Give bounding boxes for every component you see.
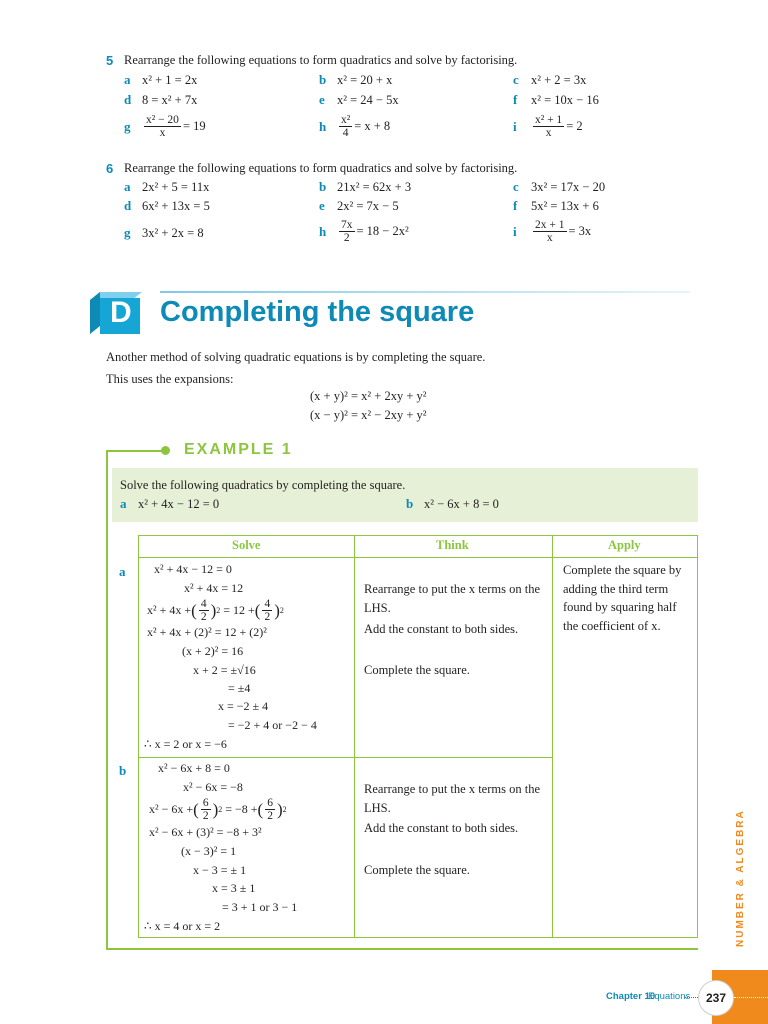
- solve-step: (x − 3)² = 1: [181, 844, 237, 858]
- exponent: 2: [216, 606, 221, 615]
- item-label: h: [319, 118, 327, 134]
- right-paren: ): [276, 799, 283, 819]
- solve-step: x² − 6x + (3)² = −8 + 3²: [149, 825, 262, 839]
- item-label: e: [319, 92, 325, 107]
- grid-line: [138, 535, 139, 938]
- expansion-identity: (x + y)² = x² + 2xy + y²: [310, 389, 427, 403]
- solve-step: ∴ x = 2 or x = −6: [144, 737, 227, 751]
- grid-line: [552, 535, 553, 938]
- footer-chapter: Chapter 10: [606, 991, 656, 1002]
- grid-line: [138, 757, 552, 758]
- fraction: [144, 114, 181, 139]
- section-rule: [160, 291, 690, 293]
- step-part: = −8 +: [225, 802, 258, 816]
- question-item: [513, 198, 599, 214]
- step-part: x² + 4x +: [147, 603, 192, 617]
- item-label: i: [513, 223, 517, 239]
- solve-step: x² − 6x + 8 = 0: [158, 761, 230, 775]
- part-label: b: [406, 496, 414, 511]
- exponent: 2: [279, 606, 284, 615]
- right-paren: ): [210, 600, 217, 620]
- think-step: Rearrange to put the x terms on the LHS.: [364, 782, 540, 815]
- grid-line: [354, 535, 355, 938]
- solve-step: [147, 598, 284, 623]
- column-header-think: Think: [436, 538, 469, 552]
- strand-label: NUMBER & ALGEBRA: [735, 809, 746, 947]
- think-step: Add the constant to both sides.: [364, 821, 519, 835]
- example-part: [120, 496, 219, 512]
- section-title: Completing the square: [160, 296, 475, 328]
- item-equation: x² = 20 + x: [337, 72, 393, 87]
- numerator: x² − 20: [146, 114, 179, 126]
- item-equation: x² + 2 = 3x: [531, 72, 587, 87]
- item-equation: x² = 10x − 16: [531, 92, 599, 107]
- denominator: x: [545, 127, 552, 139]
- fraction: [262, 598, 272, 623]
- fraction: [533, 219, 567, 244]
- denominator: 2: [267, 810, 273, 822]
- left-paren: (: [193, 799, 199, 819]
- step-part: x² − 6x +: [149, 802, 194, 816]
- question-item: [319, 72, 392, 88]
- item-label: f: [513, 92, 518, 107]
- item-rhs: = 2: [566, 119, 583, 133]
- numerator: 4: [200, 598, 207, 610]
- fraction: [201, 797, 211, 822]
- intro-paragraph: This uses the expansions:: [106, 372, 234, 386]
- solve-step: x − 3 = ± 1: [193, 863, 247, 877]
- question-item: [124, 92, 197, 108]
- solve-step: x + 2 = ±√16: [193, 663, 256, 677]
- item-equation: 21x² = 62x + 3: [337, 179, 412, 194]
- grid-line: [138, 937, 698, 938]
- numerator: 6: [267, 797, 273, 809]
- item-equation: x² + 1 = 2x: [142, 72, 198, 87]
- question-item: [513, 72, 586, 88]
- numerator: 7x: [341, 219, 353, 231]
- item-label: b: [319, 72, 327, 87]
- item-label: i: [513, 118, 517, 134]
- grid-line: [138, 535, 698, 536]
- part-label: a: [120, 496, 127, 511]
- item-label: g: [124, 225, 131, 240]
- question-item: [124, 179, 209, 195]
- denominator: x: [546, 232, 553, 244]
- example-frame-left: [106, 450, 108, 950]
- part-label: b: [119, 763, 127, 778]
- fraction: [339, 219, 355, 244]
- item-label: g: [124, 118, 131, 134]
- expansion-identity: (x − y)² = x² − 2xy + y²: [310, 408, 427, 422]
- page-number: 237: [705, 991, 727, 1005]
- example-title: EXAMPLE 1: [184, 441, 293, 458]
- question-item: [513, 179, 605, 195]
- solve-step: = −2 + 4 or −2 − 4: [228, 718, 317, 732]
- solve-step: x² − 6x = −8: [183, 780, 243, 794]
- question-item: [124, 225, 204, 241]
- think-step: Complete the square.: [364, 663, 470, 677]
- item-label: a: [124, 179, 131, 194]
- item-label: f: [513, 198, 518, 213]
- item-equation: 2x² + 5 = 11x: [142, 179, 210, 194]
- solve-step: x² + 4x = 12: [184, 581, 244, 595]
- question-instruction: Rearrange the following equations to form quadratics and solve by factorising.: [124, 53, 518, 67]
- item-label: d: [124, 92, 132, 107]
- question-item: [513, 114, 583, 139]
- question-item: [319, 179, 411, 195]
- item-label: e: [319, 198, 325, 213]
- item-label: a: [124, 72, 131, 87]
- think-step: Complete the square.: [364, 863, 470, 877]
- fraction: [533, 114, 564, 139]
- item-rhs: = x + 8: [354, 119, 391, 133]
- denominator: 2: [343, 232, 350, 244]
- denominator: 2: [202, 810, 209, 822]
- part-label: a: [119, 564, 126, 579]
- column-header-solve: Solve: [232, 538, 261, 552]
- fraction: [265, 797, 275, 822]
- fraction: [199, 598, 209, 623]
- question-item: [319, 114, 390, 139]
- solve-step: x² + 4x + (2)² = 12 + (2)²: [147, 625, 267, 639]
- exponent: 2: [218, 805, 223, 814]
- left-paren: (: [257, 799, 264, 819]
- solve-step: x = 3 ± 1: [212, 881, 256, 895]
- question-item: [513, 92, 599, 108]
- item-label: h: [319, 223, 327, 239]
- denominator: 4: [342, 127, 349, 139]
- item-equation: 3x² + 2x = 8: [142, 225, 204, 240]
- question-instruction: Rearrange the following equations to form quadratics and solve by factorising.: [124, 161, 518, 175]
- think-step: Rearrange to put the x terms on the LHS.: [364, 582, 540, 615]
- column-header-apply: Apply: [608, 538, 641, 552]
- intro-paragraph: Another method of solving quadratic equations is by completing the square.: [106, 350, 486, 364]
- item-label: c: [513, 179, 519, 194]
- example-frame-bottom: [106, 948, 698, 950]
- item-label: c: [513, 72, 519, 87]
- right-paren: ): [274, 600, 280, 620]
- item-equation: 5x² = 13x + 6: [531, 198, 599, 213]
- bullet-icon: [161, 446, 170, 455]
- solve-step: [149, 797, 287, 822]
- question-item: [124, 114, 206, 139]
- example-prompt: Solve the following quadratics by completing the square.: [120, 478, 406, 492]
- footer-dots: [684, 997, 698, 998]
- solve-step: x² + 4x − 12 = 0: [154, 562, 232, 576]
- numerator: 6: [202, 797, 209, 809]
- right-paren: ): [212, 799, 219, 819]
- step-part: = 12 +: [223, 603, 255, 617]
- fraction: [339, 114, 352, 139]
- solve-step: (x + 2)² = 16: [182, 644, 244, 658]
- solve-step: = 3 + 1 or 3 − 1: [222, 900, 298, 914]
- solve-step: = ±4: [228, 681, 251, 695]
- numerator: x² + 1: [535, 114, 563, 126]
- grid-line: [138, 557, 698, 558]
- part-equation: x² + 4x − 12 = 0: [138, 496, 220, 511]
- left-paren: (: [191, 600, 197, 620]
- item-rhs: = 19: [182, 119, 206, 133]
- item-equation: 2x² = 7x − 5: [337, 198, 399, 213]
- item-equation: 8 = x² + 7x: [142, 92, 198, 107]
- page-number-badge: [698, 980, 734, 1016]
- example-part: [406, 496, 499, 512]
- example-prompt-box: [112, 468, 698, 522]
- question-item: [124, 198, 210, 214]
- left-paren: (: [254, 600, 261, 620]
- question-item: [124, 72, 197, 88]
- question-number: 6: [106, 161, 114, 176]
- section-letter: D: [110, 296, 132, 329]
- footer-topic: Equations: [648, 991, 691, 1002]
- item-equation: x² = 24 − 5x: [337, 92, 399, 107]
- exponent: 2: [282, 805, 287, 814]
- question-number: 5: [106, 53, 114, 68]
- question-item: [319, 92, 399, 108]
- numerator: 2x + 1: [535, 219, 565, 231]
- example-frame-top: [106, 450, 166, 452]
- denominator: 2: [200, 611, 207, 623]
- item-rhs: = 3x: [568, 224, 592, 238]
- apply-text: Complete the square by adding the third term found by squaring half the coefficient of x.: [563, 563, 682, 633]
- solve-step: ∴ x = 4 or x = 2: [144, 919, 221, 933]
- item-equation: 6x² + 13x = 5: [142, 198, 210, 213]
- part-equation: x² − 6x + 8 = 0: [424, 496, 499, 511]
- grid-line: [697, 535, 698, 938]
- item-rhs: = 18 − 2x²: [356, 224, 409, 238]
- think-step: Add the constant to both sides.: [364, 622, 519, 636]
- question-item: [319, 219, 409, 244]
- item-label: b: [319, 179, 327, 194]
- solve-step: x = −2 ± 4: [218, 699, 269, 713]
- question-item: [319, 198, 399, 214]
- numerator: x²: [341, 114, 351, 126]
- item-label: d: [124, 198, 132, 213]
- question-item: [513, 219, 591, 244]
- numerator: 4: [264, 598, 271, 610]
- item-equation: 3x² = 17x − 20: [531, 179, 606, 194]
- denominator: x: [159, 127, 166, 139]
- footer-dots: [734, 997, 768, 998]
- denominator: 2: [264, 611, 271, 623]
